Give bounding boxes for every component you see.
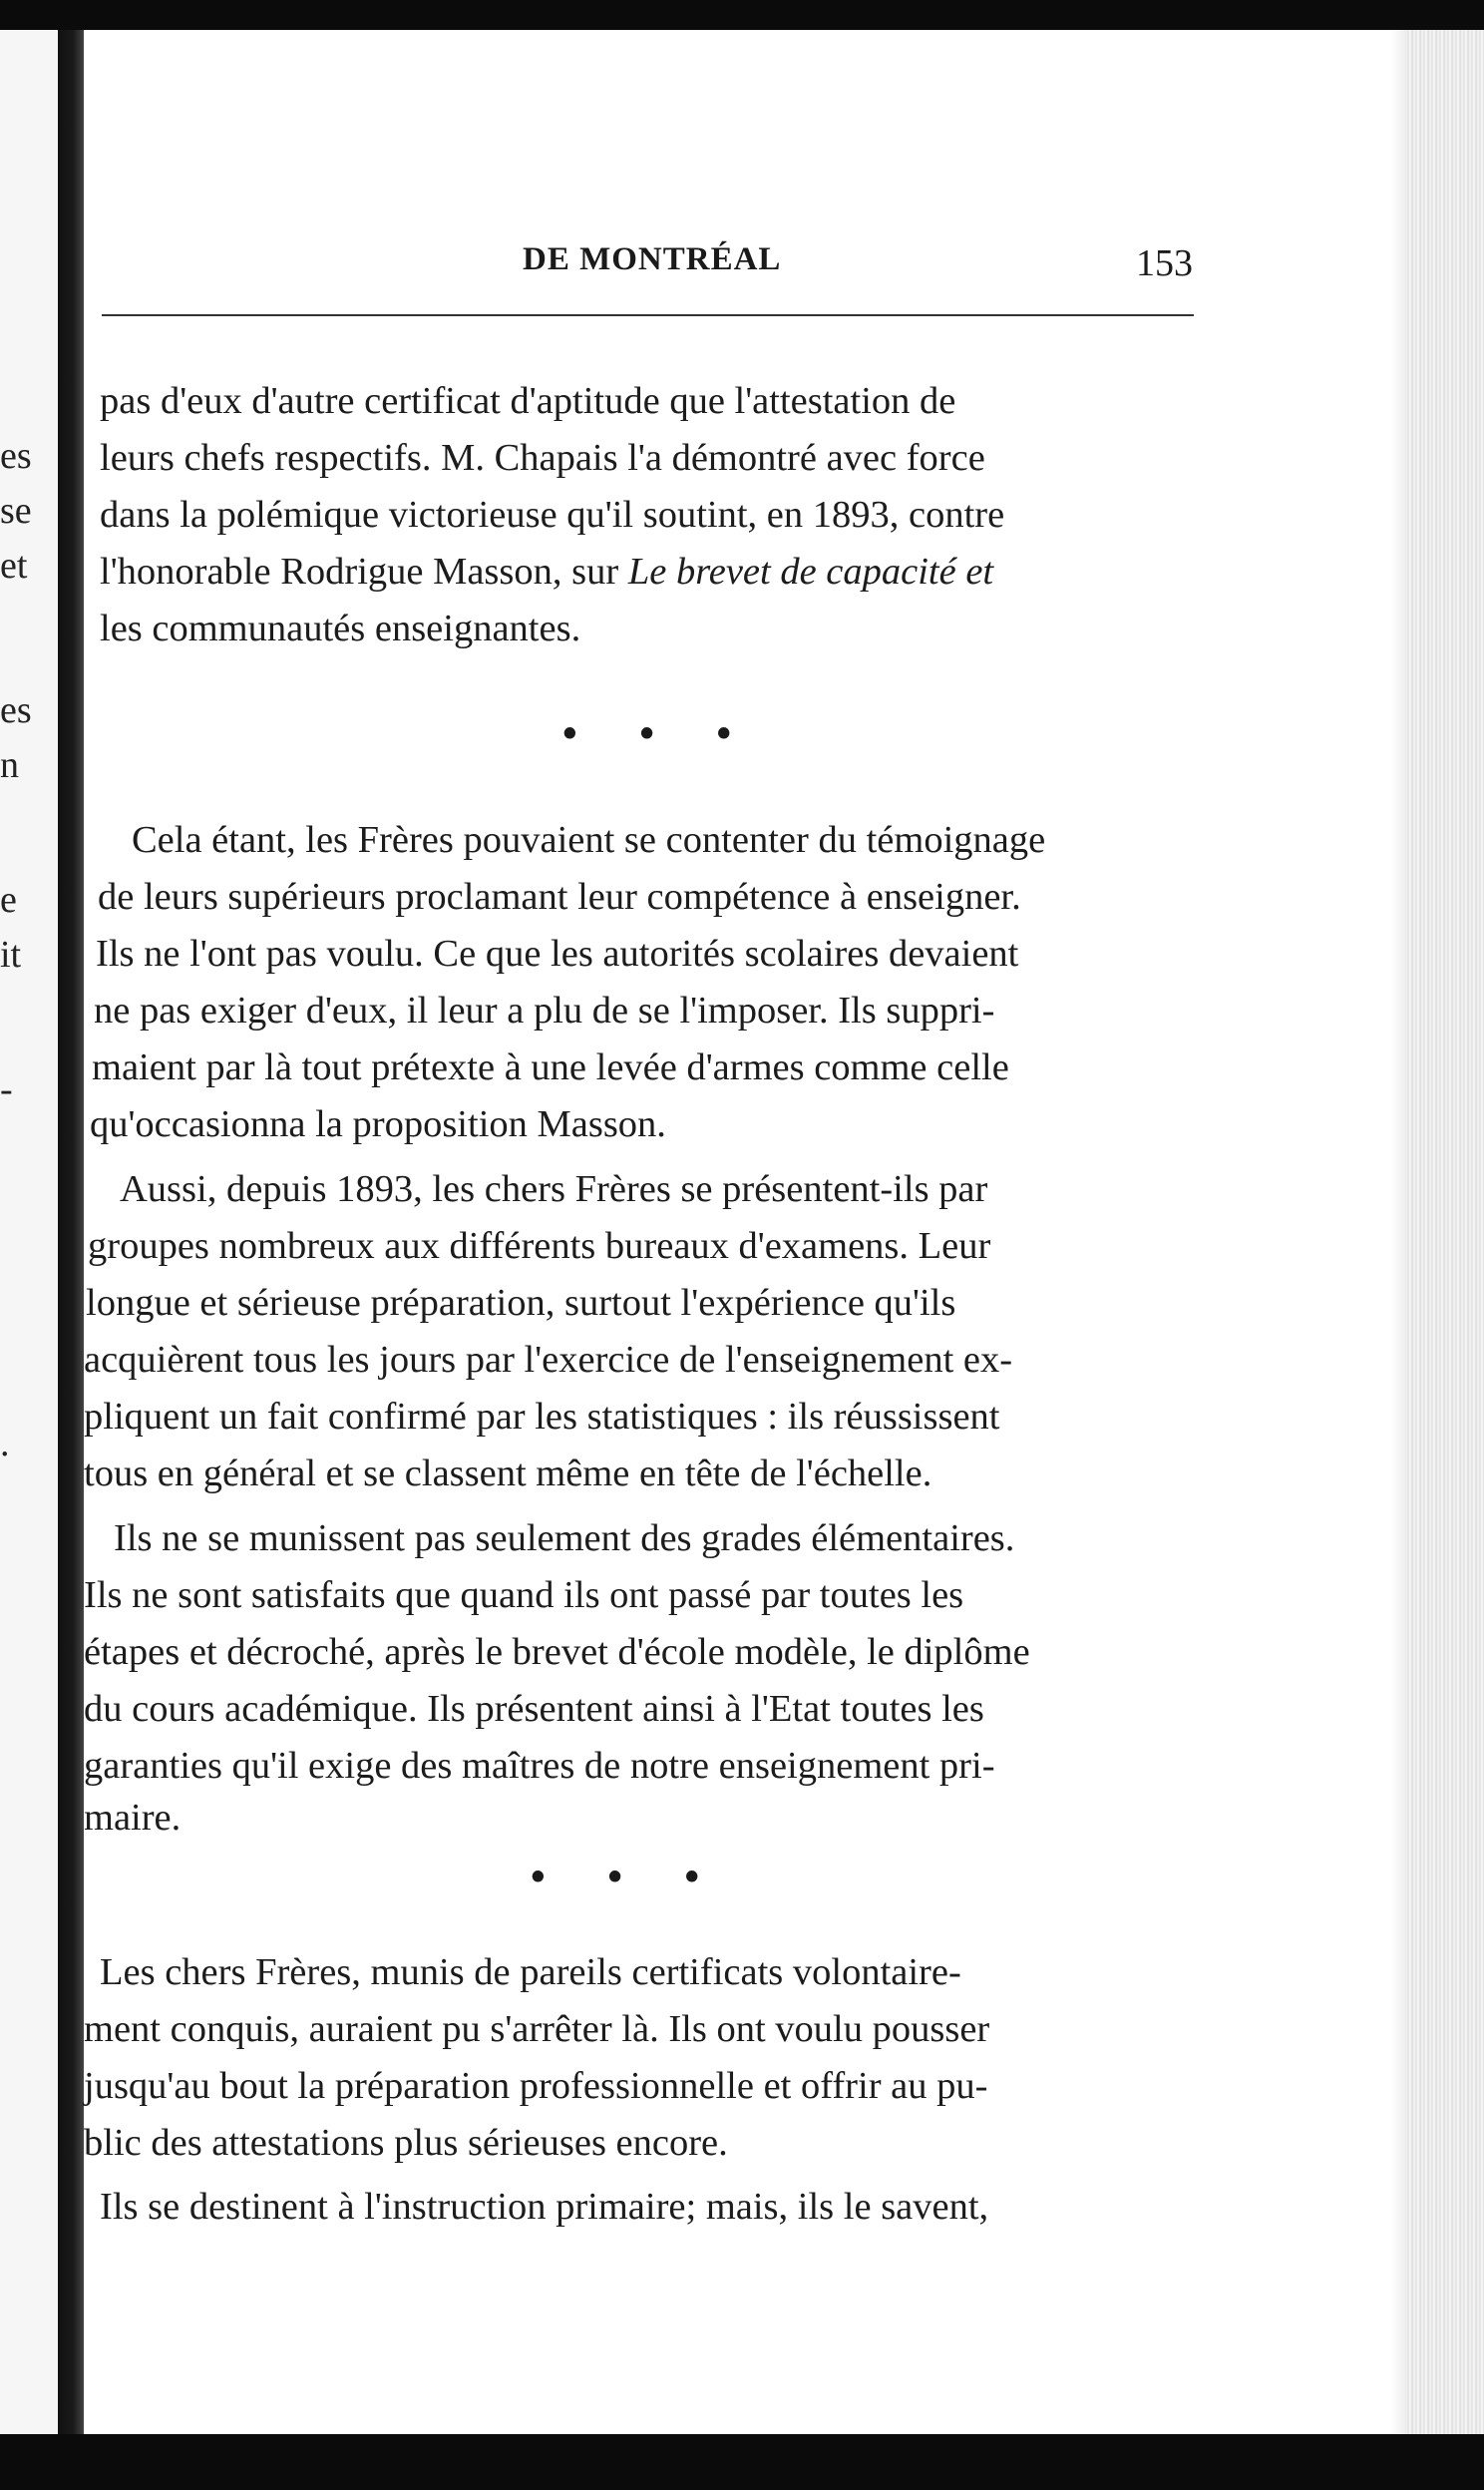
facing-page-fragment: et	[0, 545, 28, 587]
text-line: étapes et décroché, après le brevet d'école modèle, le diplôme	[84, 1631, 1030, 1673]
text-line-italic: les communautés enseignantes.	[100, 608, 581, 649]
text-line: garanties qu'il exige des maîtres de notre enseignement pri-	[84, 1745, 995, 1787]
italic-book-title: Le brevet de capacité et	[627, 551, 994, 593]
text-line: longue et sérieuse préparation, surtout l'expérience qu'ils	[86, 1282, 956, 1324]
facing-page-fragment: n	[0, 744, 19, 786]
section-separator: • • •	[531, 1855, 726, 1900]
text-line: pas d'eux d'autre certificat d'aptitude que l'attestation de	[100, 380, 956, 422]
text-line: du cours académique. Ils présentent ainsi à l'Etat toutes les	[84, 1688, 984, 1730]
text-line: ne pas exiger d'eux, il leur a plu de se l'imposer. Ils suppri-	[94, 990, 995, 1032]
text-line: Ils se destinent à l'instruction primaire; mais, ils le savent,	[100, 2186, 989, 2228]
text-line: blic des attestations plus sérieuses encore.	[84, 2122, 728, 2164]
text-line: Aussi, depuis 1893, les chers Frères se présentent-ils par	[120, 1168, 988, 1210]
text-line: maire.	[84, 1797, 182, 1839]
text-line: Ils ne sont satisfaits que quand ils ont passé par toutes les	[84, 1574, 964, 1616]
facing-page-fragment: it	[0, 934, 22, 976]
facing-page-fragment: es	[0, 689, 32, 731]
text-line: Ils ne se munissent pas seulement des grades élémentaires.	[114, 1517, 1015, 1559]
text-line: maient par là tout prétexte à une levée d'armes comme celle	[92, 1046, 1009, 1088]
text-line: de leurs supérieurs proclamant leur compétence à enseigner.	[98, 876, 1021, 918]
text-line: qu'occasionna la proposition Masson.	[90, 1103, 666, 1145]
facing-page-edge	[0, 30, 58, 2434]
scan-border-top	[0, 0, 1484, 30]
text-line: acquièrent tous les jours par l'exercice de l'enseignement ex-	[84, 1339, 1013, 1381]
book-gutter	[58, 30, 84, 2434]
scan-border-bottom	[0, 2434, 1484, 2490]
text-line: tous en général et se classent même en tête de l'échelle.	[84, 1452, 932, 1494]
text-line: Cela étant, les Frères pouvaient se contenter du témoignage	[132, 819, 1046, 861]
text-line: Les chers Frères, munis de pareils certificats volontaire-	[100, 1951, 961, 1993]
facing-page-fragment: -	[0, 1068, 13, 1110]
page-stack-edge	[1406, 30, 1484, 2434]
text-line: leurs chefs respectifs. M. Chapais l'a démontré avec force	[100, 437, 985, 479]
text-line	[100, 550, 993, 594]
running-head: DE MONTRÉAL	[523, 241, 782, 277]
facing-page-fragment: .	[0, 1423, 10, 1464]
text-line: dans la polémique victorieuse qu'il soutint, en 1893, contre	[100, 494, 1005, 536]
facing-page-fragment: es	[0, 435, 32, 477]
text-line: Ils ne l'ont pas voulu. Ce que les autorités scolaires devaient	[96, 933, 1019, 975]
text-segment: l'honorable Rodrigue Masson, sur	[100, 551, 628, 593]
facing-page-fragment: se	[0, 490, 32, 532]
text-line: jusqu'au bout la préparation professionnelle et offrir au pu-	[84, 2065, 988, 2107]
facing-page-fragment: e	[0, 879, 17, 921]
book-page	[84, 30, 1391, 2434]
text-line: groupes nombreux aux différents bureaux d'examens. Leur	[88, 1225, 991, 1267]
header-rule	[102, 314, 1194, 316]
page-number: 153	[1136, 242, 1193, 284]
text-line: pliquent un fait confirmé par les statistiques : ils réussissent	[84, 1396, 1000, 1438]
text-line: ment conquis, auraient pu s'arrêter là. Ils ont voulu pousser	[84, 2008, 990, 2050]
section-separator: • • •	[562, 711, 758, 757]
